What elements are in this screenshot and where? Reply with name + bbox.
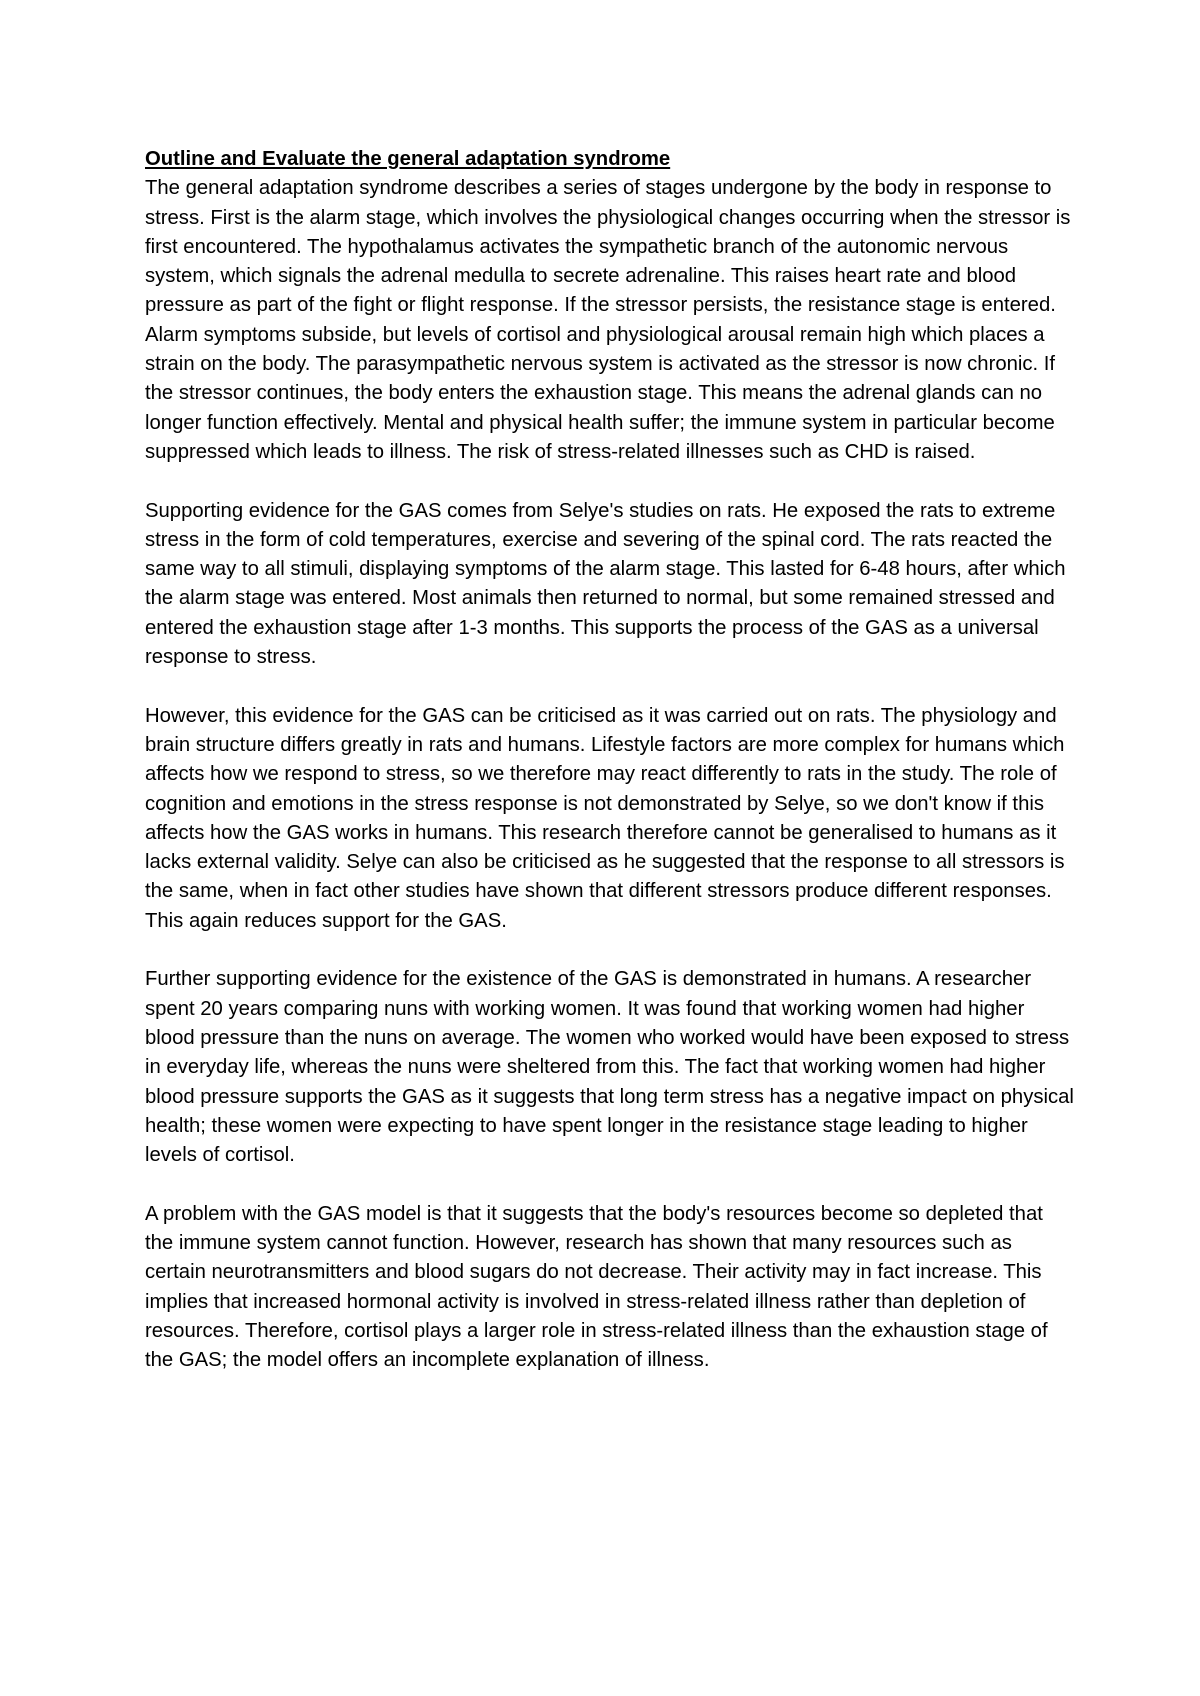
paragraph-spacer: [145, 1170, 1075, 1199]
paragraph-further-evidence: Further supporting evidence for the existence of the GAS is demonstrated in humans. A researcher spent 20 years comparing nuns with working women. It was found that working women had higher blood pressure than the nuns on average. The women who worked would have been exposed to stress in everyday life, whereas the nuns were sheltered from this. The fact that working women had higher blood pressure supports the GAS as it suggests that long term stress has a negative impact on physical health; these women were expecting to have spent longer in the resistance stage leading to higher levels of cortisol.: [145, 968, 1074, 1167]
paragraph-outline: The general adaptation syndrome describes a series of stages undergone by the body in response to stress. First is the alarm stage, which involves the physiological changes occurring when the stressor is first encountered. The hypothalamus activates the sympathetic branch of the autonomic nervous system, which signals the adrenal medulla to secrete adrenaline. This raises heart rate and blood pressure as part of the fight or flight response. If the stressor persists, the resistance stage is entered. Alarm symptoms subside, but levels of cortisol and physiological arousal remain high which places a strain on the body. The parasympathetic nervous system is activated as the stressor is now chronic. If the stressor continues, the body enters the exhaustion stage. This means the adrenal glands can no longer function effectively. Mental and physical health suffer; the immune system in particular become suppressed which leads to illness. The risk of stress-related illnesses such as CHD is raised.: [145, 177, 1071, 463]
document-title: Outline and Evaluate the general adaptation syndrome: [145, 148, 671, 170]
paragraph-supporting-evidence: Supporting evidence for the GAS comes from Selye's studies on rats. He exposed the rats to extreme stress in the form of cold temperatures, exercise and severing of the spinal cord. The rats reacted the same way to all stimuli, displaying symptoms of the alarm stage. This lasted for 6-48 hours, after which the alarm stage was entered. Most animals then returned to normal, but some remained stressed and entered the exhaustion stage after 1-3 months. This supports the process of the GAS as a universal response to stress.: [145, 499, 1066, 669]
document-body: [145, 145, 1075, 1375]
paragraph-spacer: [145, 936, 1075, 965]
paragraph-problem: A problem with the GAS model is that it suggests that the body's resources become so depleted that the immune system cannot function. However, research has shown that many resources such as certain neurotransmitters and blood sugars do not decrease. Their activity may in fact increase. This implies that increased hormonal activity is involved in stress-related illness rather than depletion of resources. Therefore, cortisol plays a larger role in stress-related illness than the exhaustion stage of the GAS; the model offers an incomplete explanation of illness.: [145, 1202, 1048, 1372]
paragraph-spacer: [145, 672, 1075, 701]
paragraph-spacer: [145, 467, 1075, 496]
paragraph-criticism: However, this evidence for the GAS can be criticised as it was carried out on rats. The physiology and brain structure differs greatly in rats and humans. Lifestyle factors are more complex for humans which affects how we respond to stress, so we therefore may react differently to rats in the study. The role of cognition and emotions in the stress response is not demonstrated by Selye, so we don't know if this affects how the GAS works in humans. This research therefore cannot be generalised to humans as it lacks external validity. Selye can also be criticised as he suggested that the response to all stressors is the same, when in fact other studies have shown that different stressors produce different responses. This again reduces support for the GAS.: [145, 704, 1065, 932]
